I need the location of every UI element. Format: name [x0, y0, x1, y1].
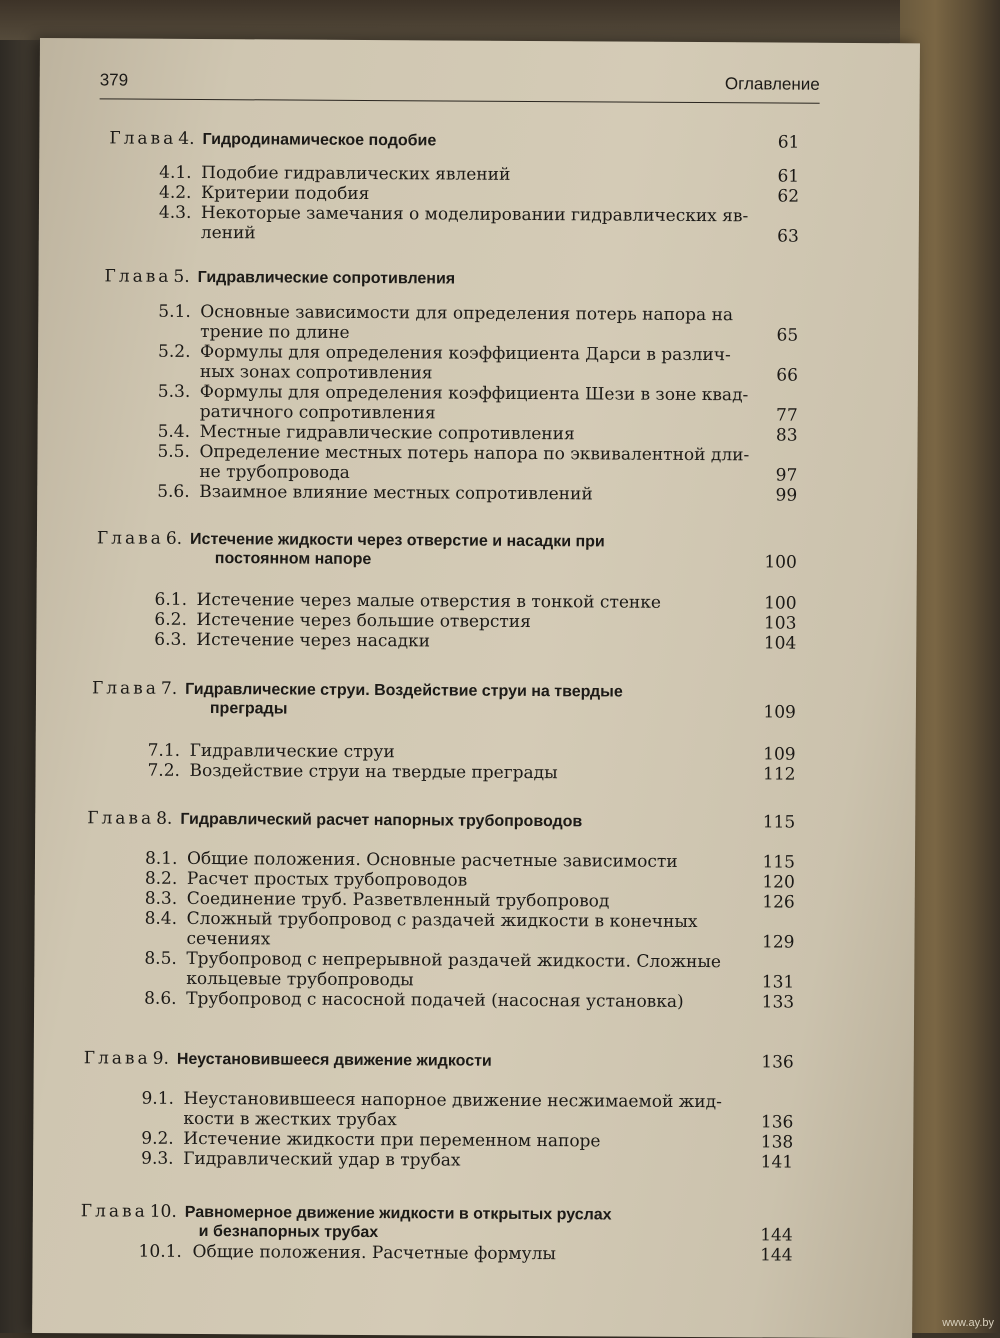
item-page: 103 — [736, 613, 796, 633]
chapter-label: Глава — [104, 266, 171, 286]
item-number: 6.1. — [155, 590, 197, 610]
running-header — [100, 70, 820, 103]
item-number: 7.2. — [147, 761, 189, 781]
chapter-title: Равномерное движение жидкости в открытых руслах — [185, 1204, 612, 1224]
item-text: Основные зависимости для определения потерь напора на — [200, 302, 733, 325]
item-page: 61 — [739, 166, 799, 186]
chapter-page: 136 — [734, 1052, 794, 1072]
item-text: Истечение через насадки — [196, 630, 430, 651]
chapter-title-continued: преграды — [210, 699, 288, 719]
item-text: Некоторые замечания о моделировании гидравлических яв- — [201, 203, 748, 226]
chapter-number: 10. — [150, 1202, 177, 1222]
chapter-label: Глава — [109, 128, 176, 148]
item-page: 141 — [733, 1152, 793, 1172]
chapter-label: Глава — [97, 528, 164, 548]
item-page: 63 — [739, 226, 799, 246]
item-text: Истечение жидкости при переменном напоре — [183, 1129, 600, 1152]
item-number: 8.6. — [144, 989, 186, 1009]
item-page: 97 — [737, 465, 797, 485]
chapter-page: 144 — [733, 1225, 793, 1245]
item-text: Местные гидравлические сопротивления — [200, 422, 575, 444]
chapter-heading — [84, 1048, 492, 1071]
toc-item — [144, 989, 684, 1012]
item-text: Трубопровод с непрерывной раздачей жидкости. Сложные — [186, 949, 721, 972]
item-number: 8.1. — [145, 849, 187, 869]
chapter-number: 6. — [166, 529, 182, 549]
chapter-label: Глава — [92, 678, 159, 698]
item-number: 5.6. — [157, 482, 199, 502]
item-page: 100 — [736, 593, 796, 613]
chapter-title: Гидравлический расчет напорных трубопроводов — [180, 811, 582, 830]
chapter-heading — [92, 678, 623, 702]
item-page: 66 — [738, 365, 798, 385]
item-text-continued: кости в жестких трубах — [183, 1109, 396, 1130]
toc-item — [154, 630, 430, 652]
chapter-heading — [81, 1201, 612, 1225]
item-number: 8.2. — [145, 869, 187, 889]
item-text: Трубопровод с насосной подачей (насосная установка) — [186, 989, 684, 1012]
chapter-title-continued: и безнапорных трубах — [199, 1222, 379, 1243]
page-number: 379 — [100, 70, 128, 90]
chapter-heading — [109, 128, 436, 151]
chapter-title: Неустановившееся движение жидкости — [177, 1051, 492, 1070]
item-number: 8.3. — [145, 889, 187, 909]
toc-item — [154, 610, 531, 632]
chapter-title: Гидродинамическое подобие — [202, 131, 436, 149]
item-text: Гидравлический удар в трубах — [183, 1149, 461, 1171]
item-number: 8.4. — [145, 909, 187, 929]
chapter-number: 8. — [156, 809, 172, 829]
chapter-title: Гидравлические сопротивления — [198, 269, 456, 288]
item-text: Воздействие струи на твердые преграды — [189, 761, 557, 783]
toc-item — [158, 422, 575, 445]
chapter-label: Глава — [84, 1048, 151, 1068]
item-number: 5.5. — [157, 442, 199, 462]
item-text-continued: ратичного сопротивления — [200, 402, 436, 423]
item-text: Определение местных потерь напора по эквивалентной дли- — [199, 442, 749, 465]
item-number: 5.1. — [158, 302, 200, 322]
item-text: Критерии подобия — [201, 183, 369, 204]
toc-item — [145, 889, 610, 912]
item-page: 62 — [739, 186, 799, 206]
item-text: Соединение труб. Разветвленный трубопровод — [187, 889, 610, 912]
chapter-title: Истечение жидкости через отверстие и насадки при — [190, 531, 605, 551]
item-text-continued: кольцевые трубопроводы — [186, 969, 414, 990]
item-number: 4.1. — [159, 163, 201, 183]
toc-item — [139, 1242, 556, 1265]
item-number: 4.3. — [159, 203, 201, 223]
item-text: Истечение через малые отверстия в тонкой стенке — [197, 590, 662, 613]
item-text: Истечение через большие отверстия — [196, 610, 531, 632]
item-number: 4.2. — [159, 183, 201, 203]
chapter-number: 7. — [161, 679, 177, 699]
item-text: Неустановившееся напорное движение несжимаемой жид- — [183, 1089, 721, 1112]
item-text-continued: не трубопровода — [199, 462, 350, 483]
item-page: 104 — [736, 633, 796, 653]
toc-item — [141, 1129, 600, 1152]
item-number: 8.5. — [144, 949, 186, 969]
chapter-page: 100 — [737, 552, 797, 572]
toc-item — [148, 741, 395, 763]
item-page: 77 — [738, 405, 798, 425]
item-page: 131 — [734, 972, 794, 992]
item-text-continued: сечениях — [186, 929, 270, 950]
item-page: 109 — [736, 744, 796, 764]
item-text: Подобие гидравлических явлений — [201, 163, 510, 185]
chapter-heading — [97, 528, 605, 552]
item-number: 9.1. — [141, 1089, 183, 1109]
chapter-title: Гидравлические струи. Воздействие струи на твердые — [185, 681, 623, 701]
chapter-page: 109 — [736, 702, 796, 722]
item-page: 83 — [738, 425, 798, 445]
chapter-label: Глава — [81, 1201, 148, 1221]
item-text: Формулы для определения коэффициента Шези в зоне квад- — [200, 382, 749, 405]
item-page: 99 — [737, 485, 797, 505]
item-text-continued: трение по длине — [200, 322, 350, 343]
item-number: 5.2. — [158, 342, 200, 362]
chapter-title-continued: постоянном напоре — [215, 549, 372, 570]
toc-item — [147, 761, 557, 784]
chapter-page: 115 — [735, 812, 795, 832]
item-page: 133 — [734, 992, 794, 1012]
item-number: 7.1. — [148, 741, 190, 761]
item-number: 6.2. — [154, 610, 196, 630]
item-text-continued: ных зонах сопротивления — [200, 362, 433, 383]
item-number: 9.3. — [141, 1149, 183, 1169]
item-text: Общие положения. Расчетные формулы — [193, 1242, 556, 1264]
chapter-number: 4. — [178, 129, 194, 149]
item-page: 126 — [735, 892, 795, 912]
toc-item — [157, 482, 593, 505]
item-page: 65 — [738, 325, 798, 345]
item-number: 6.3. — [154, 630, 196, 650]
chapter-heading — [104, 266, 455, 289]
item-page: 112 — [735, 764, 795, 784]
item-number: 10.1. — [139, 1242, 193, 1262]
chapter-number: 5. — [173, 267, 189, 287]
item-text-continued: лений — [201, 223, 256, 243]
item-text: Взаимное влияние местных сопротивлений — [199, 482, 593, 504]
toc-item — [159, 183, 369, 204]
item-number: 9.2. — [141, 1129, 183, 1149]
item-page: 115 — [735, 852, 795, 872]
item-text: Общие положения. Основные расчетные зависимости — [187, 849, 678, 872]
section-title: Оглавление — [725, 74, 820, 95]
item-page: 136 — [733, 1112, 793, 1132]
item-text: Гидравлические струи — [190, 741, 395, 762]
chapter-label: Глава — [87, 808, 154, 828]
chapter-heading — [87, 808, 582, 832]
item-text: Сложный трубопровод с раздачей жидкости в конечных — [187, 909, 698, 932]
item-number: 5.4. — [158, 422, 200, 442]
toc-item — [141, 1149, 461, 1171]
book-page — [32, 38, 920, 1338]
toc-item — [159, 163, 510, 185]
item-text: Формулы для определения коэффициента Дарси в различ- — [200, 342, 731, 365]
item-number: 5.3. — [158, 382, 200, 402]
chapter-number: 9. — [153, 1049, 169, 1069]
watermark: www.ay.by — [942, 1317, 994, 1329]
item-text: Расчет простых трубопроводов — [187, 869, 468, 891]
chapter-page: 61 — [739, 132, 799, 152]
item-page: 120 — [735, 872, 795, 892]
item-page: 144 — [733, 1245, 793, 1265]
toc-item — [145, 869, 468, 891]
item-page: 138 — [733, 1132, 793, 1152]
item-page: 129 — [734, 932, 794, 952]
